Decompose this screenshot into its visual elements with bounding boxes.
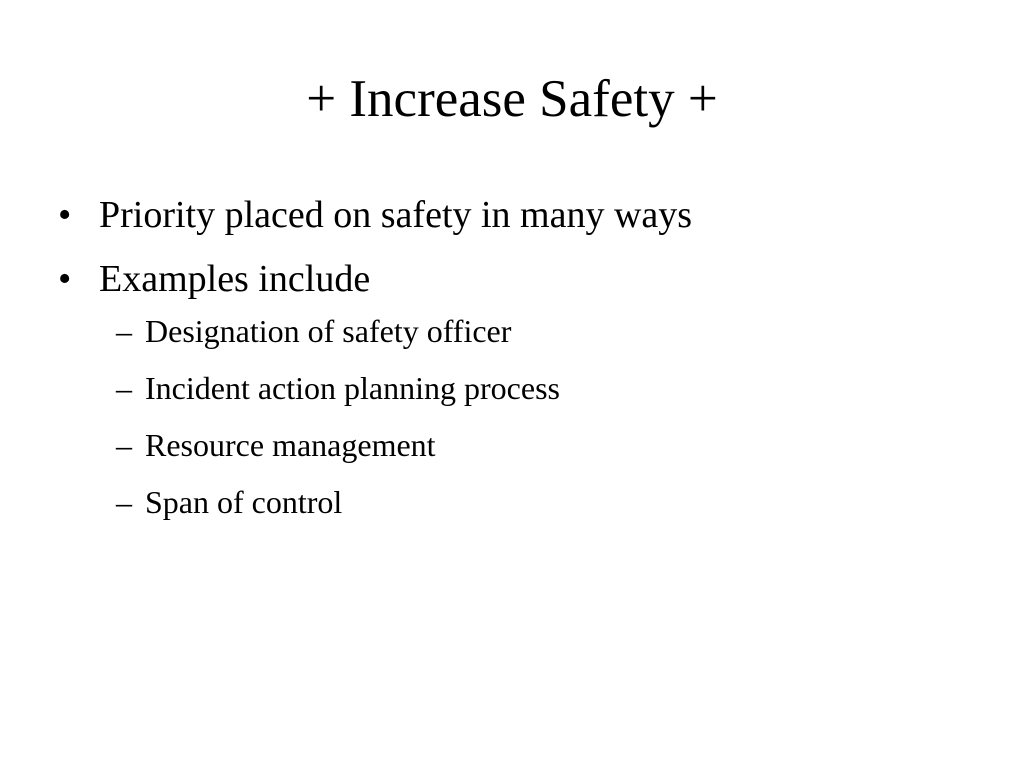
bullet-list bbox=[58, 190, 978, 538]
bullet-item bbox=[58, 190, 978, 240]
sub-bullet-marker: – bbox=[116, 484, 132, 520]
sub-bullet-list bbox=[58, 310, 978, 523]
sub-bullet-marker: – bbox=[116, 427, 132, 463]
sub-bullet-text: Resource management bbox=[145, 427, 436, 463]
sub-bullet-group bbox=[58, 310, 978, 523]
bullet-marker: • bbox=[58, 194, 72, 236]
sub-bullet-text: Designation of safety officer bbox=[145, 313, 512, 349]
sub-bullet-marker: – bbox=[116, 313, 132, 349]
bullet-text: Examples include bbox=[99, 258, 371, 300]
slide-title: + Increase Safety + bbox=[306, 70, 718, 128]
bullet-text: Priority placed on safety in many ways bbox=[99, 194, 693, 236]
bullet-item bbox=[58, 254, 978, 304]
sub-bullet-item bbox=[58, 367, 978, 409]
sub-bullet-text: Incident action planning process bbox=[145, 370, 560, 406]
sub-bullet-item bbox=[58, 481, 978, 523]
sub-bullet-marker: – bbox=[116, 370, 132, 406]
sub-bullet-item bbox=[58, 310, 978, 352]
sub-bullet-text: Span of control bbox=[145, 484, 343, 520]
bullet-marker: • bbox=[58, 258, 72, 300]
sub-bullet-item bbox=[58, 424, 978, 466]
